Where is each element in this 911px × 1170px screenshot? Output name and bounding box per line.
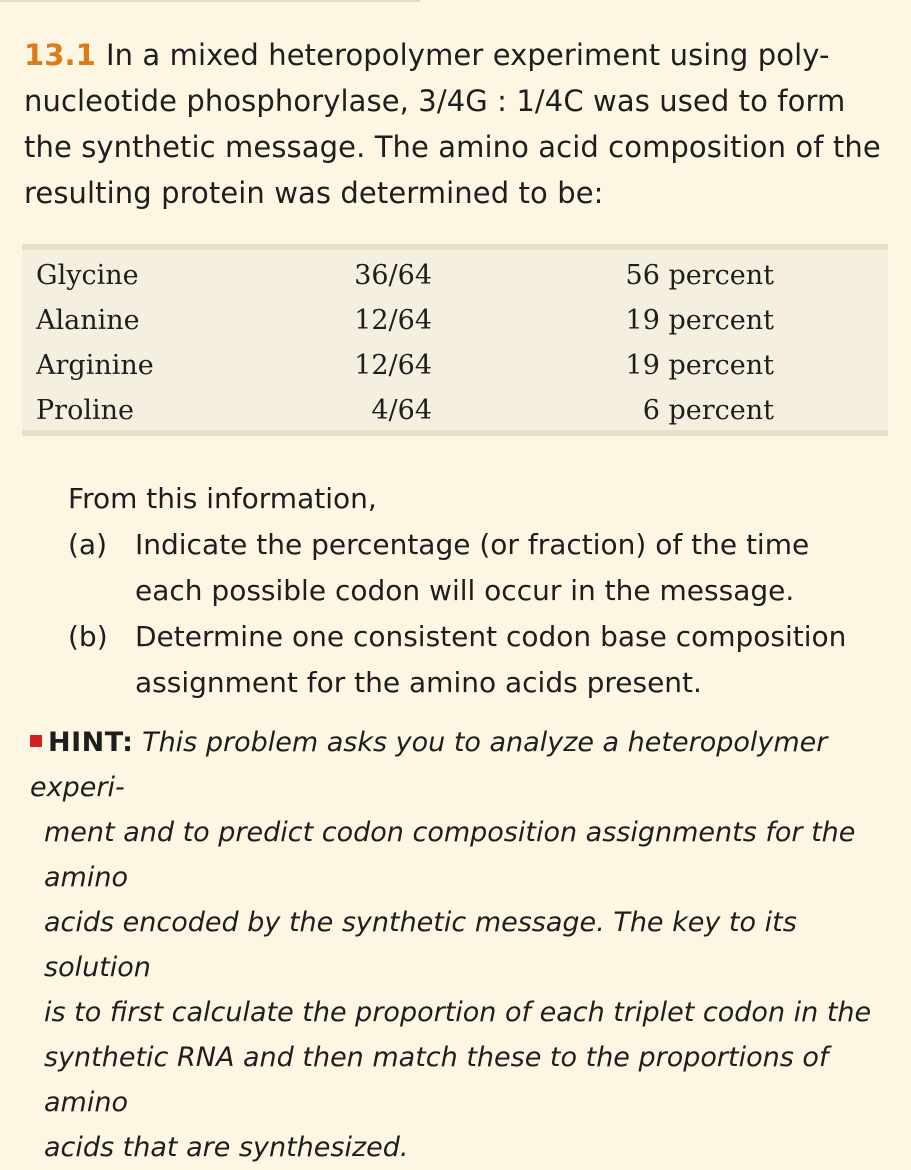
hint-bullet-icon [30, 735, 42, 747]
amino-acid-percent: 19 percent [625, 350, 774, 381]
hint-first-line: HINT: This problem asks you to analyze a heteropolymer experi- [30, 727, 828, 803]
top-divider [0, 0, 420, 2]
amino-acid-name: Proline [36, 395, 134, 426]
problem-line: the synthetic message. The amino acid composition of the [24, 130, 881, 164]
table-row [22, 388, 888, 433]
question-b: (b) Determine one consistent codon base composition assignment for the amino acids present. [68, 614, 898, 706]
problem-line: 13.1 In a mixed heteropolymer experiment using poly- [24, 38, 830, 72]
problem-statement [24, 32, 894, 216]
amino-acid-fraction: 4/64 [371, 395, 432, 426]
amino-acid-percent: 56 percent [625, 260, 774, 291]
problem-number: 13.1 [24, 38, 96, 72]
amino-acid-fraction: 12/64 [354, 350, 432, 381]
amino-acid-name: Glycine [36, 260, 139, 291]
amino-acid-fraction: 12/64 [354, 305, 432, 336]
question-a: (a) Indicate the percentage (or fraction) of the time each possible codon will occur in the message. [68, 522, 898, 614]
amino-acid-table [22, 244, 888, 436]
hint-line: acids that are synthesized. [44, 1132, 409, 1163]
table-row [22, 298, 888, 343]
hint-line: acids encoded by the synthetic message. The key to its solution [44, 907, 797, 983]
problem-line: resulting protein was determined to be: [24, 176, 604, 210]
amino-acid-name: Alanine [36, 305, 140, 336]
amino-acid-fraction: 36/64 [354, 260, 432, 291]
hint-label: HINT: [48, 727, 134, 758]
hint-line: ment and to predict codon composition assignments for the amino [44, 817, 856, 893]
hint-line: synthetic RNA and then match these to the proportions of amino [44, 1042, 829, 1118]
question-b-label: (b) [68, 620, 108, 653]
question-a-label: (a) [68, 528, 108, 561]
table-row [22, 343, 888, 388]
amino-acid-percent: 6 percent [642, 395, 774, 426]
questions [68, 476, 898, 706]
hint-line: is to first calculate the proportion of each triplet codon in the [44, 997, 872, 1028]
amino-acid-percent: 19 percent [625, 305, 774, 336]
hint-box [30, 720, 895, 1170]
problem-line: nucleotide phosphorylase, 3/4G : 1/4C was used to form [24, 84, 846, 118]
amino-acid-name: Arginine [36, 350, 154, 381]
table-row [22, 253, 888, 298]
questions-intro: From this information, [68, 482, 377, 515]
